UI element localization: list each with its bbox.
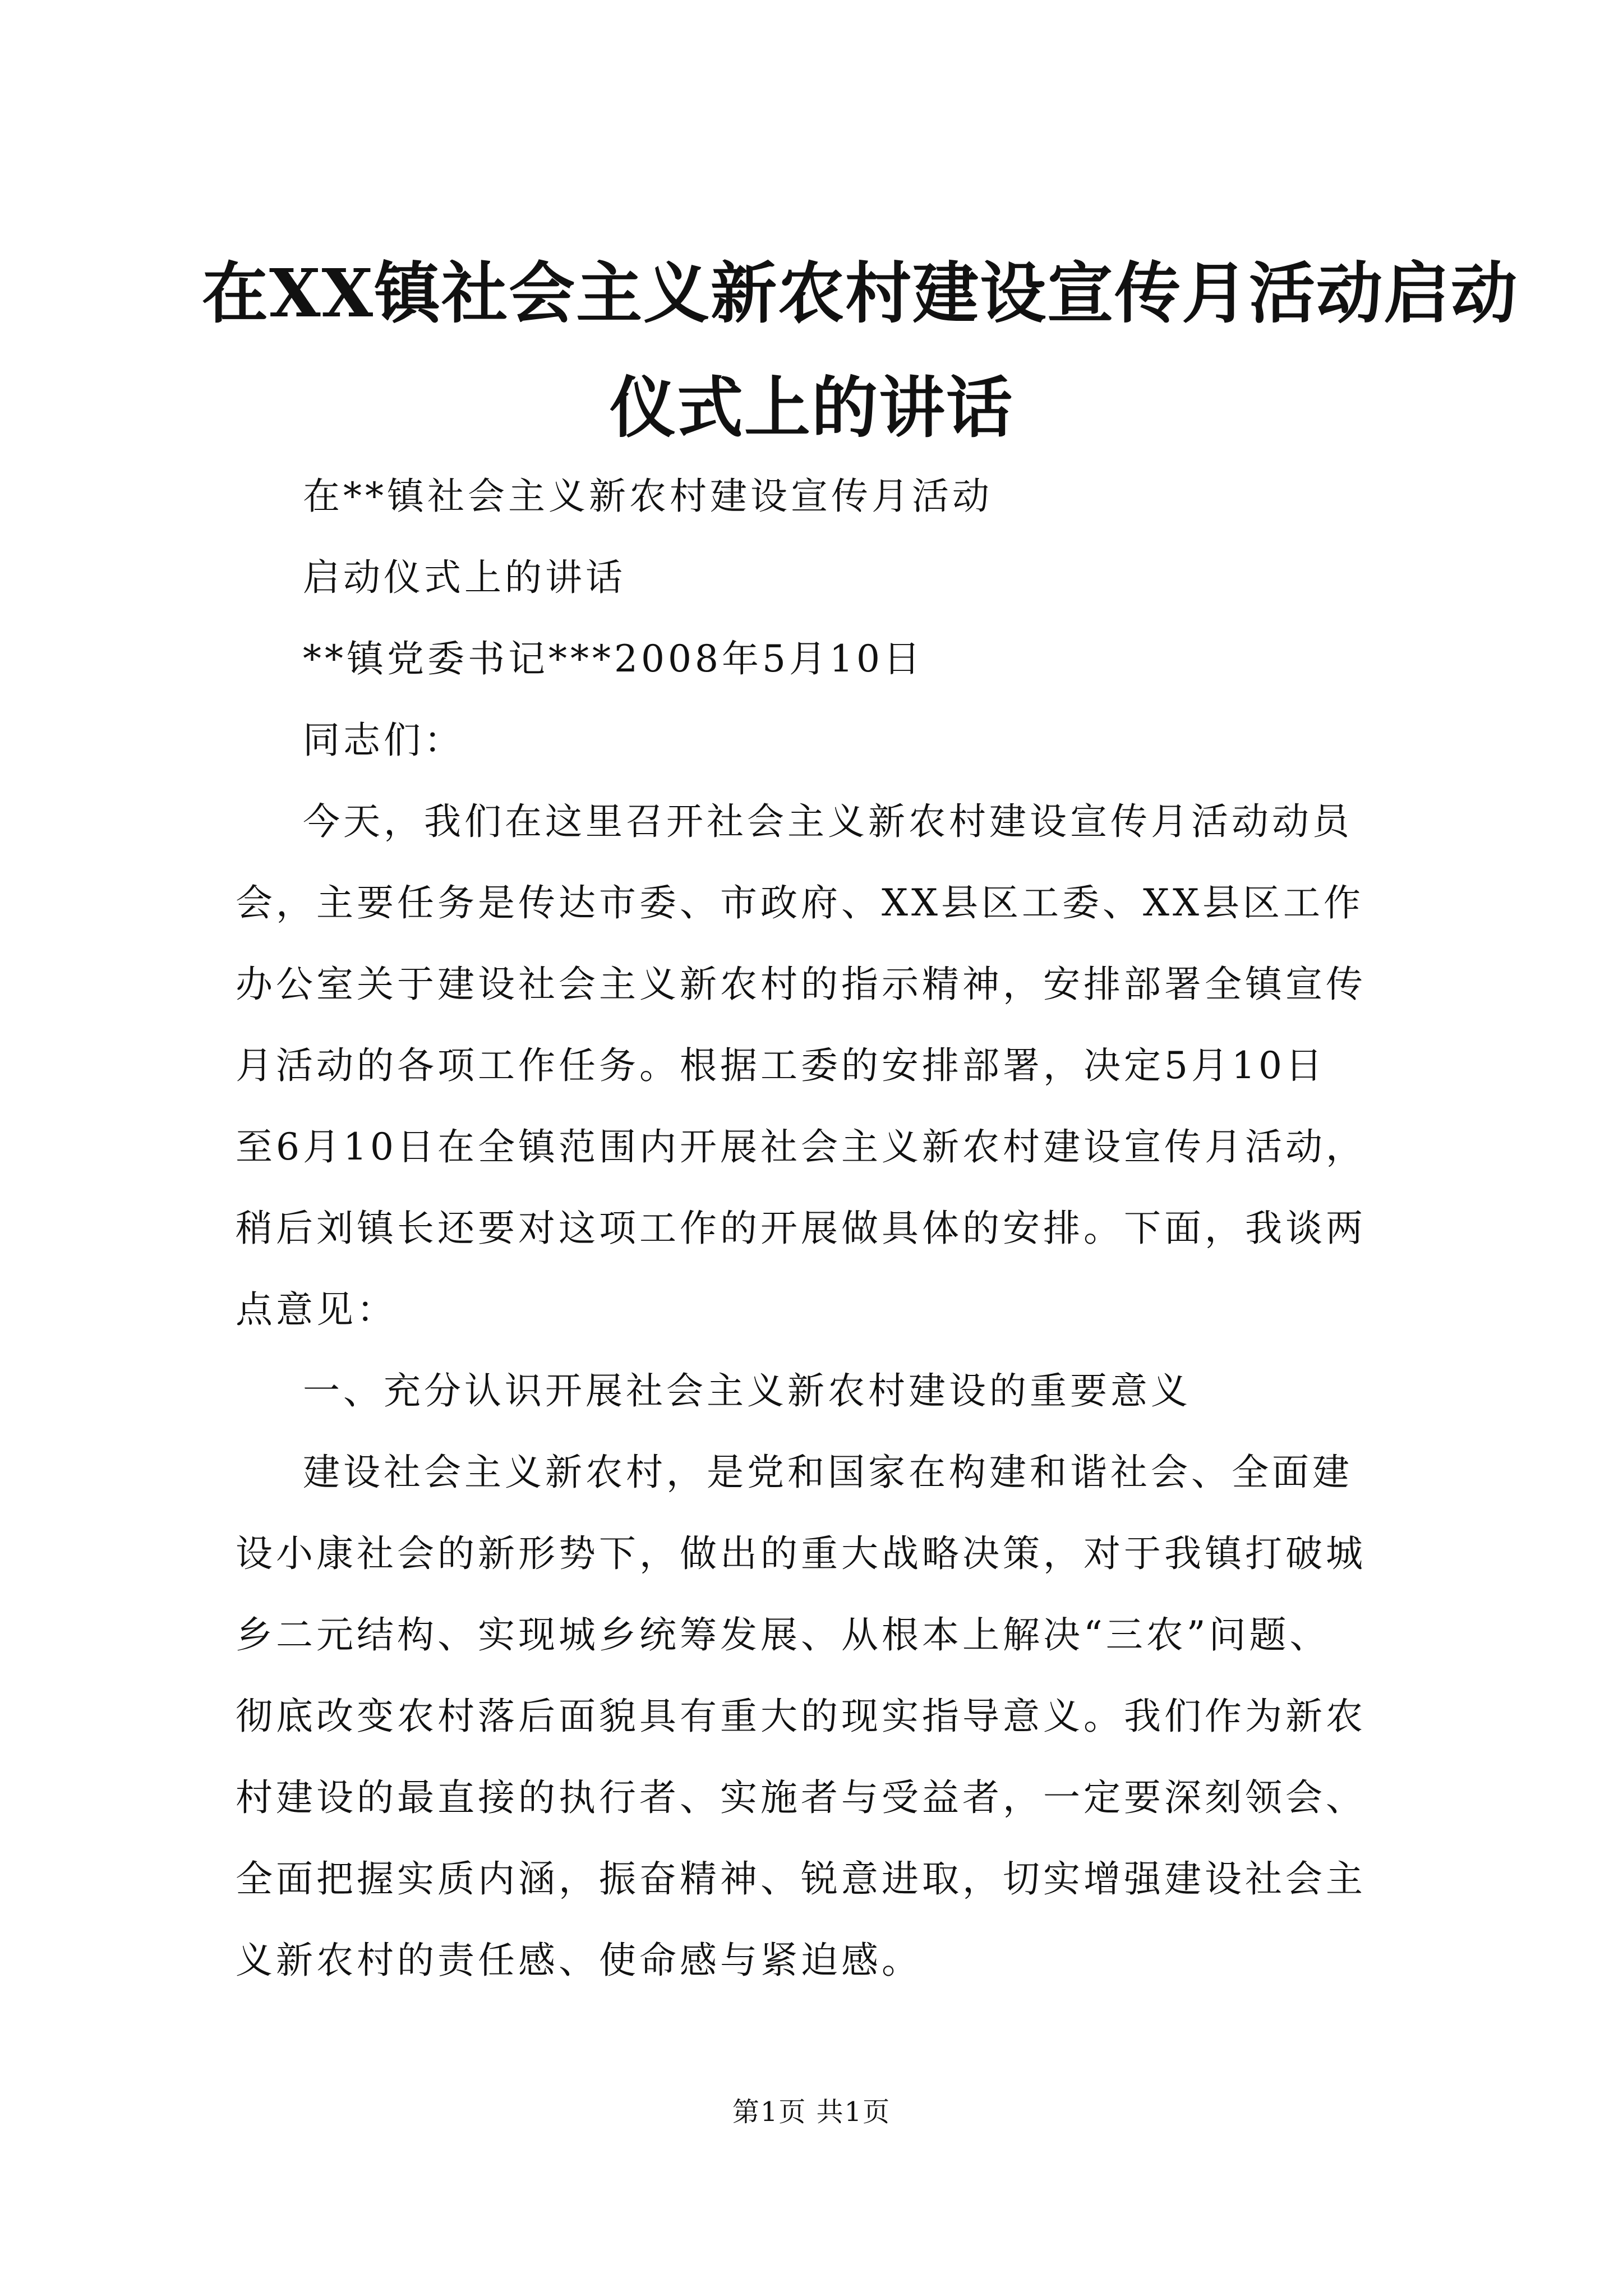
body-line: 村建设的最直接的执行者、实施者与受益者，一定要深刻领会、 xyxy=(236,1776,1366,1819)
body-line: 会，主要任务是传达市委、市政府、XX县区工委、XX县区工作 xyxy=(236,881,1364,924)
body-line: 全面把握实质内涵，振奋精神、锐意进取，切实增强建设社会主 xyxy=(236,1857,1366,1901)
body-line: 建设社会主义新农村，是党和国家在构建和谐社会、全面建 xyxy=(303,1451,1353,1494)
subtitle-line-1: 在**镇社会主义新农村建设宣传月活动 xyxy=(303,475,993,518)
subtitle-line-2: 启动仪式上的讲话 xyxy=(303,556,626,599)
document-title-line-2: 仪式上的讲话 xyxy=(609,369,1013,447)
body-line: 办公室关于建设社会主义新农村的指示精神，安排部署全镇宣传 xyxy=(236,963,1366,1006)
body-line: 义新农村的责任感、使命感与紧迫感。 xyxy=(236,1939,922,1982)
body-line: 乡二元结构、实现城乡统筹发展、从根本上解决“三农”问题、 xyxy=(236,1613,1330,1657)
salutation: 同志们： xyxy=(303,719,464,762)
document-title-line-1: 在XX镇社会主义新农村建设宣传月活动启动 xyxy=(202,254,1519,332)
author-date-line: **镇党委书记***2008年5月10日 xyxy=(303,637,924,680)
page-footer: 第1页 共1页 xyxy=(732,2096,891,2128)
body-line: 月活动的各项工作任务。根据工委的安排部署，决定5月10日 xyxy=(236,1044,1326,1087)
section-heading: 一、充分认识开展社会主义新农村建设的重要意义 xyxy=(303,1369,1191,1412)
body-line: 彻底改变农村落后面貌具有重大的现实指导意义。我们作为新农 xyxy=(236,1695,1366,1738)
body-line: 点意见： xyxy=(236,1288,397,1331)
body-line: 今天，我们在这里召开社会主义新农村建设宣传月活动动员 xyxy=(303,800,1353,843)
body-line: 设小康社会的新形势下，做出的重大战略决策，对于我镇打破城 xyxy=(236,1532,1366,1575)
body-line: 至6月10日在全镇范围内开展社会主义新农村建设宣传月活动， xyxy=(236,1125,1366,1168)
body-line: 稍后刘镇长还要对这项工作的开展做具体的安排。下面，我谈两 xyxy=(236,1207,1366,1250)
